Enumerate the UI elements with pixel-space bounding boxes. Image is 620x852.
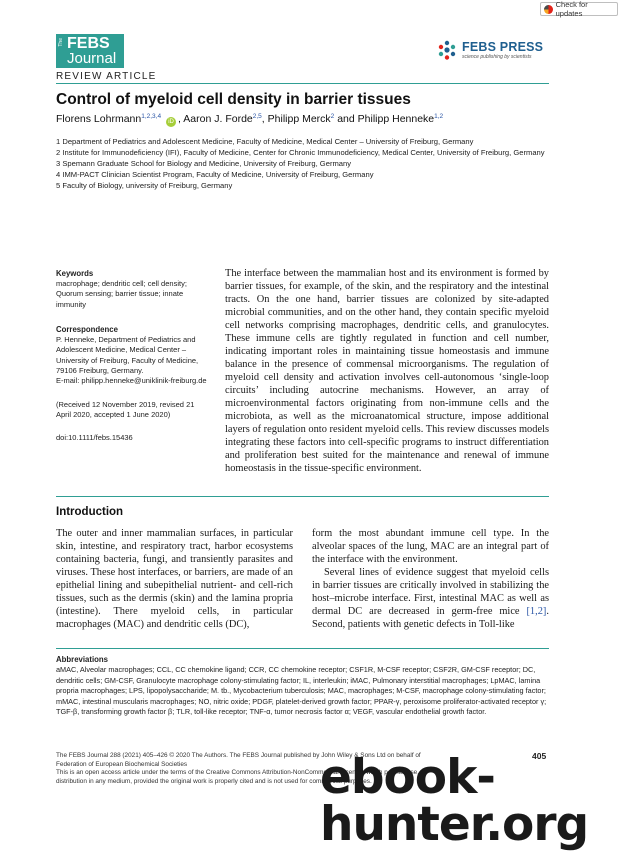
dates-block: (Received 12 November 2019, revised 21 April 2020, accepted 1 June 2020) (56, 400, 195, 420)
affiliation-item: 3 Spemann Graduate School for Biology and Medicine, University of Freiburg, Germany (56, 159, 352, 168)
author-affil-sup[interactable]: 1,2,3,4 (141, 113, 162, 120)
intro-paragraph: The outer and inner mammalian surfaces, in particular skin, intestine, and respiratory tract, harbor ecosystems containing bacteria, fungi, and transiently parasites and viruses. These host interfaces, or barriers, are made of an epithelial lining and subepithelial nutrient- and cell-rich tissues, such as the dermis (skin) and the lamina propria (intestine). There myeloid cells, in particular macrophages (MAC) and dendritic cells (DC), (56, 528, 293, 630)
intro-paragraph: form the most abundant immune cell type. In the alveolar spaces of the lung, MAC are an integral part of the interface with the environment. (312, 528, 549, 565)
correspondence-heading: Correspondence (56, 325, 118, 334)
author-affil-sup[interactable]: 2,5 (252, 113, 262, 120)
body-column-right (312, 527, 549, 631)
intro-text: . Second, patients with genetic defects in Toll-like (312, 606, 549, 630)
correspondence-email[interactable]: E-mail: philipp.henneke@uniklinik-freiburg.de (56, 376, 207, 386)
keywords-block (56, 269, 211, 310)
abstract-divider (56, 496, 549, 497)
author-name[interactable]: Aaron J. Forde (183, 113, 253, 125)
page-number: 405 (532, 751, 547, 761)
footer-line: Federation of European Biochemical Societies (56, 760, 188, 768)
affiliation-item: 4 IMM-PACT Clinician Scientist Program, Faculty of Medicine, University of Freiburg, Germany (56, 170, 374, 179)
journal-logo-journal: Journal (67, 50, 117, 67)
journal-logo-the: The (58, 38, 64, 47)
footer-line: The FEBS Journal 288 (2021) 405–426 © 2020 The Authors. The FEBS Journal published by John Wiley & Sons Ltd on behalf of (56, 752, 421, 759)
article-title: Control of myeloid cell density in barrier tissues (56, 91, 411, 108)
author-affil-sup[interactable]: 2 (330, 113, 335, 120)
doi-link[interactable]: doi:10.1111/febs.15436 (56, 433, 133, 442)
intro-text: Several lines of evidence suggest that myeloid cells in barrier tissues are critically involved in stabilizing the host–microbe interface. First, intestinal MAC as well as dermal DC are decreased in germ-free mice (312, 567, 549, 617)
author-name[interactable]: Philipp Merck (267, 113, 331, 125)
citation-link[interactable]: [1,2] (526, 606, 547, 617)
intro-paragraph (312, 566, 549, 631)
correspondence-block (56, 325, 211, 386)
correspondence-address: P. Henneke, Department of Pediatrics and Adolescent Medicine, Medical Center – University of Freiburg, Faculty of Medicine, 79106 Freiburg, Germany. (56, 335, 199, 375)
affiliations (56, 136, 556, 191)
abbreviations-text: aMAC, Alveolar macrophages; CCL, CC chemokine ligand; CCR, CC chemokine receptor; CSF1R, M-CSF receptor; CSF2R, GM-CSF receptor; DC, dendritic cells; GM-CSF, Granulocyte macrophage colony-stimulating factor; IL, interleukin; iMAC, Pulmonary interstitial macrophages; LpMAC, lamina propria macrophages; LPS, lipopolysaccharide; M. tb., Mycobacterium tuberculosis; MAC, macrophages; M-CSF, macrophage colony-stimulating factor; mMAC, intestinal muscularis macrophages; NO, nitric oxide; PDGF, platelet-derived growth factor; PPAR-γ, peroxisome proliferator-activated receptor γ; TGF-β, transforming growth factor β; TLR, toll-like receptor; TNF-α, tumor necrosis factor α; VEGF, vascular endothelial growth factor. (56, 665, 547, 717)
footer-line[interactable]: This is an open access article under the terms of the Creative Commons Attribution-NonCommercial License, which permits use, (56, 769, 419, 776)
abbreviations-heading: Abbreviations (56, 655, 108, 664)
press-tagline: science publishing by scientists (462, 54, 532, 60)
check-for-updates-badge[interactable] (540, 2, 618, 16)
crossmark-icon (544, 5, 553, 14)
author-name[interactable]: Philipp Henneke (357, 113, 435, 125)
abbreviations-block (56, 655, 549, 717)
header-divider (56, 83, 549, 84)
abbreviations-divider (56, 648, 549, 649)
orcid-icon[interactable]: iD (166, 117, 176, 127)
affiliation-item: 2 Institute for Immunodeficiency (IFI), Faculty of Medicine, Center for Chronic Immunodeficiency, Medical Center, University of Freiburg, Germany (56, 148, 545, 157)
footer-line: distribution in any medium, provided the original work is properly cited and is not used for commercial purposes. (56, 777, 372, 785)
watermark: ebook-hunter.org (320, 750, 589, 852)
abstract: The interface between the mammalian host and its environment is formed by barrier tissues, for example, of the skin, and the respiratory and the intestinal tracts. On the one hand, barrier tissues are colonized by site-adapted microbial communities, and on the other hand, they contain specific myeloid cell networks comprising macrophages, dendritic cells, and granulocytes. These immune cells are tightly regulated in function and cell number, indicating important roles in maintaining tissue homeostasis and immune balance in the presence of commensal microorganisms. The regulation of myeloid cell density and activation involves cell-autonomous ‘single-loop circuits’ including autocrine mechanisms. However, an array of microenvironmental factors originating from non-immune cells and the microbiota, as well as the microanatomical structure, impose additional layers of regulation onto resident myeloid cells. This review discusses models integrating these factors into cell-specific programs to instruct differentiation and proliferation best suited for the maintenance and renewal of immune homeostasis in the tissue-specific environment. (225, 268, 549, 474)
affiliation-item: 5 Faculty of Biology, university of Freiburg, Germany (56, 181, 233, 190)
keywords-list: macrophage; dendritic cell; cell density; Quorum sensing; barrier tissue; innate immunity (56, 279, 187, 309)
author-affil-sup[interactable]: 1,2 (434, 113, 444, 120)
author-list (56, 113, 443, 127)
author-separator: , (261, 113, 265, 125)
author-and: and (337, 113, 355, 125)
affiliation-item: 1 Department of Pediatrics and Adolescent Medicine, Faculty of Medicine, Medical Center – University of Freiburg, Germany (56, 137, 474, 146)
author-separator: , (178, 113, 181, 125)
febs-press-mark-icon (436, 39, 458, 61)
press-name: FEBS PRESS (462, 40, 544, 54)
keywords-heading: Keywords (56, 269, 94, 278)
badge-label: Check for updates (555, 0, 588, 18)
journal-logo (56, 34, 124, 68)
body-column-left (56, 527, 293, 631)
journal-logo-febs: FEBS (67, 35, 110, 52)
article-type: REVIEW ARTICLE (56, 71, 157, 82)
section-heading-introduction: Introduction (56, 506, 124, 518)
febs-press-logo (436, 38, 543, 62)
author-name[interactable]: Florens Lohrmann (56, 113, 142, 125)
